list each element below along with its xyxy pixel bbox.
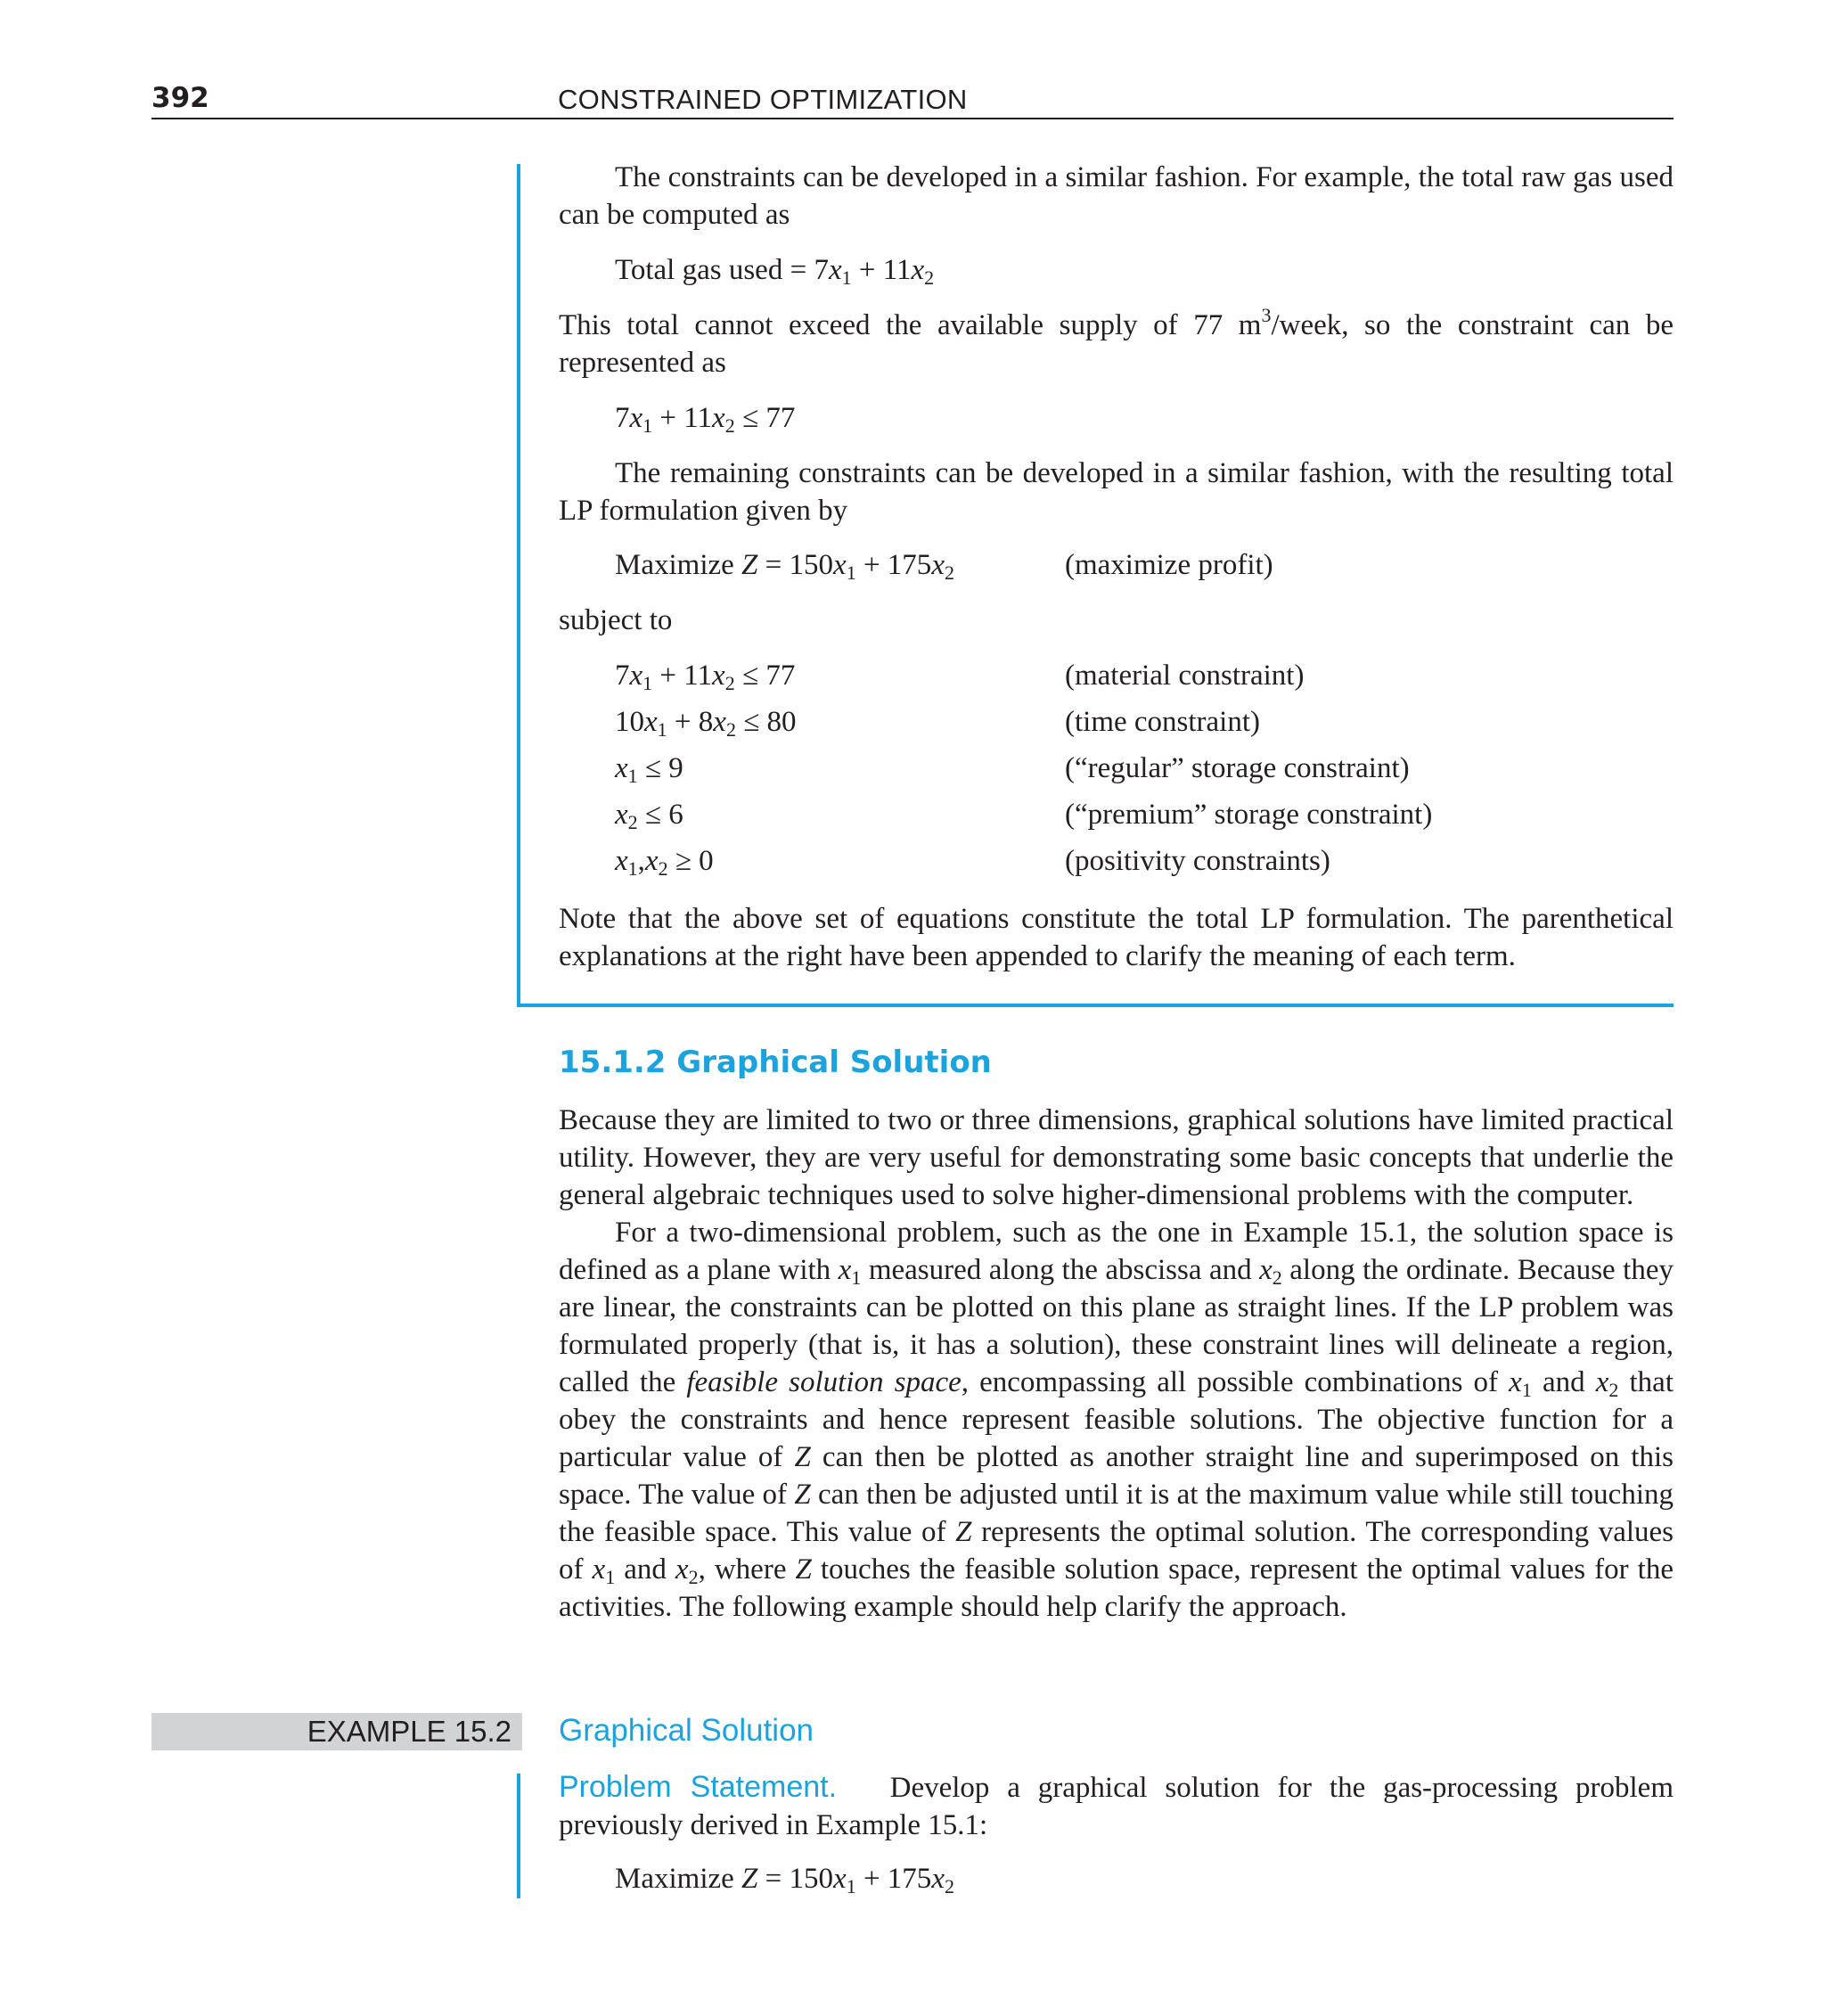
section-heading: 15.1.2 Graphical Solution <box>559 1045 992 1080</box>
example-label-bar <box>151 1713 522 1750</box>
section-paragraph-2: For a two-dimensional problem, such as the one in Example 15.1, the solution space is defined as a plane with $x_1$ measured along the abscissa and $x_2$ along the ordinate. Because they are linear, the constraints can be plotted on this plane as straight lines. If the LP problem was formulated properly (that is, it has a solution), these constraint lines will delineate a region, called the feasible solution space, encompassing all possible combinations of $x_1$ and $x_2$ that obey the constraints and hence represent feasible solutions. The objective function for a particular value of Z can then be plotted as another straight line and superimposed on this space. The value of Z can then be adjusted until it is at the maximum value while still touching the feasible space. This value of Z represents the optimal solution. The corresponding values of $x_1$ and $x_2$, where Z touches the feasible solution space, represent the optimal values for the activities. The following example should help clarify the approach. <box>559 1217 1674 1623</box>
running-head: CONSTRAINED OPTIMIZATION <box>558 84 968 115</box>
objective-function: Maximize $Z = 150x_1 + 175x_2$ <box>615 549 954 584</box>
continuation-bar <box>517 164 520 1007</box>
constraint-regular-storage: $x_1 \le 9$ <box>615 752 683 787</box>
subject-to: subject to <box>559 604 673 636</box>
equation-total-gas: Total gas used = $7x_1 + 11x_2$ <box>615 254 935 289</box>
example-label: EXAMPLE 15.2 <box>307 1715 511 1748</box>
page-number: 392 <box>151 82 209 114</box>
constraint-note: (positivity constraints) <box>1065 845 1330 877</box>
example-objective: Maximize $Z = 150x_1 + 175x_2$ <box>615 1863 954 1897</box>
problem-statement-label: Problem Statement. <box>559 1770 838 1804</box>
objective-note: (maximize profit) <box>1065 549 1273 581</box>
constraint-note: (“premium” storage constraint) <box>1065 799 1433 831</box>
equation-gas-constraint: $7x_1 + 11x_2 \le 77$ <box>615 402 796 437</box>
example-bar <box>517 1774 520 1898</box>
intro-paragraph-2: This total cannot exceed the available supply of 77 $m^3$/week, so the constraint can be represented as <box>559 304 1674 379</box>
constraint-note: (time constraint) <box>1065 706 1261 738</box>
section-body <box>559 1102 1674 1626</box>
problem-statement: Problem Statement. Develop a graphical solution for the gas-processing problem previously derived in Example 15.1: Maximize $Z = 150x_1 + 175x_2$ <box>559 1770 1674 1897</box>
constraint-premium-storage: $x_2 \le 6$ <box>615 799 683 833</box>
header-rule <box>151 118 1674 119</box>
continuation-end-rule <box>517 1004 1674 1007</box>
constraint-material: $7x_1 + 11x_2 \le 77$ <box>615 660 796 694</box>
example-title: Graphical Solution <box>559 1713 814 1748</box>
intro-paragraph-3: The remaining constraints can be developed in a similar fashion, with the resulting total LP formulation given by <box>559 457 1674 527</box>
constraint-time: $10x_1 + 8x_2 \le 80$ <box>615 706 797 741</box>
constraint-note: (material constraint) <box>1065 660 1305 692</box>
constraint-note: (“regular” storage constraint) <box>1065 752 1410 784</box>
constraint-positivity: $x_1,x_2 \ge 0$ <box>615 845 714 880</box>
closing-note: Note that the above set of equations constitute the total LP formulation. The parenthetical explanations at the right have been appended to clarify the meaning of each term. <box>559 903 1674 972</box>
intro-paragraph-1: The constraints can be developed in a similar fashion. For example, the total raw gas used can be computed as <box>559 161 1674 231</box>
section-paragraph-1: Because they are limited to two or three dimensions, graphical solutions have limited practical utility. However, they are very useful for demonstrating some basic concepts that underlie the general algebraic techniques used to solve higher-dimensional problems with the computer. <box>559 1104 1674 1211</box>
intro-block <box>559 159 1674 529</box>
